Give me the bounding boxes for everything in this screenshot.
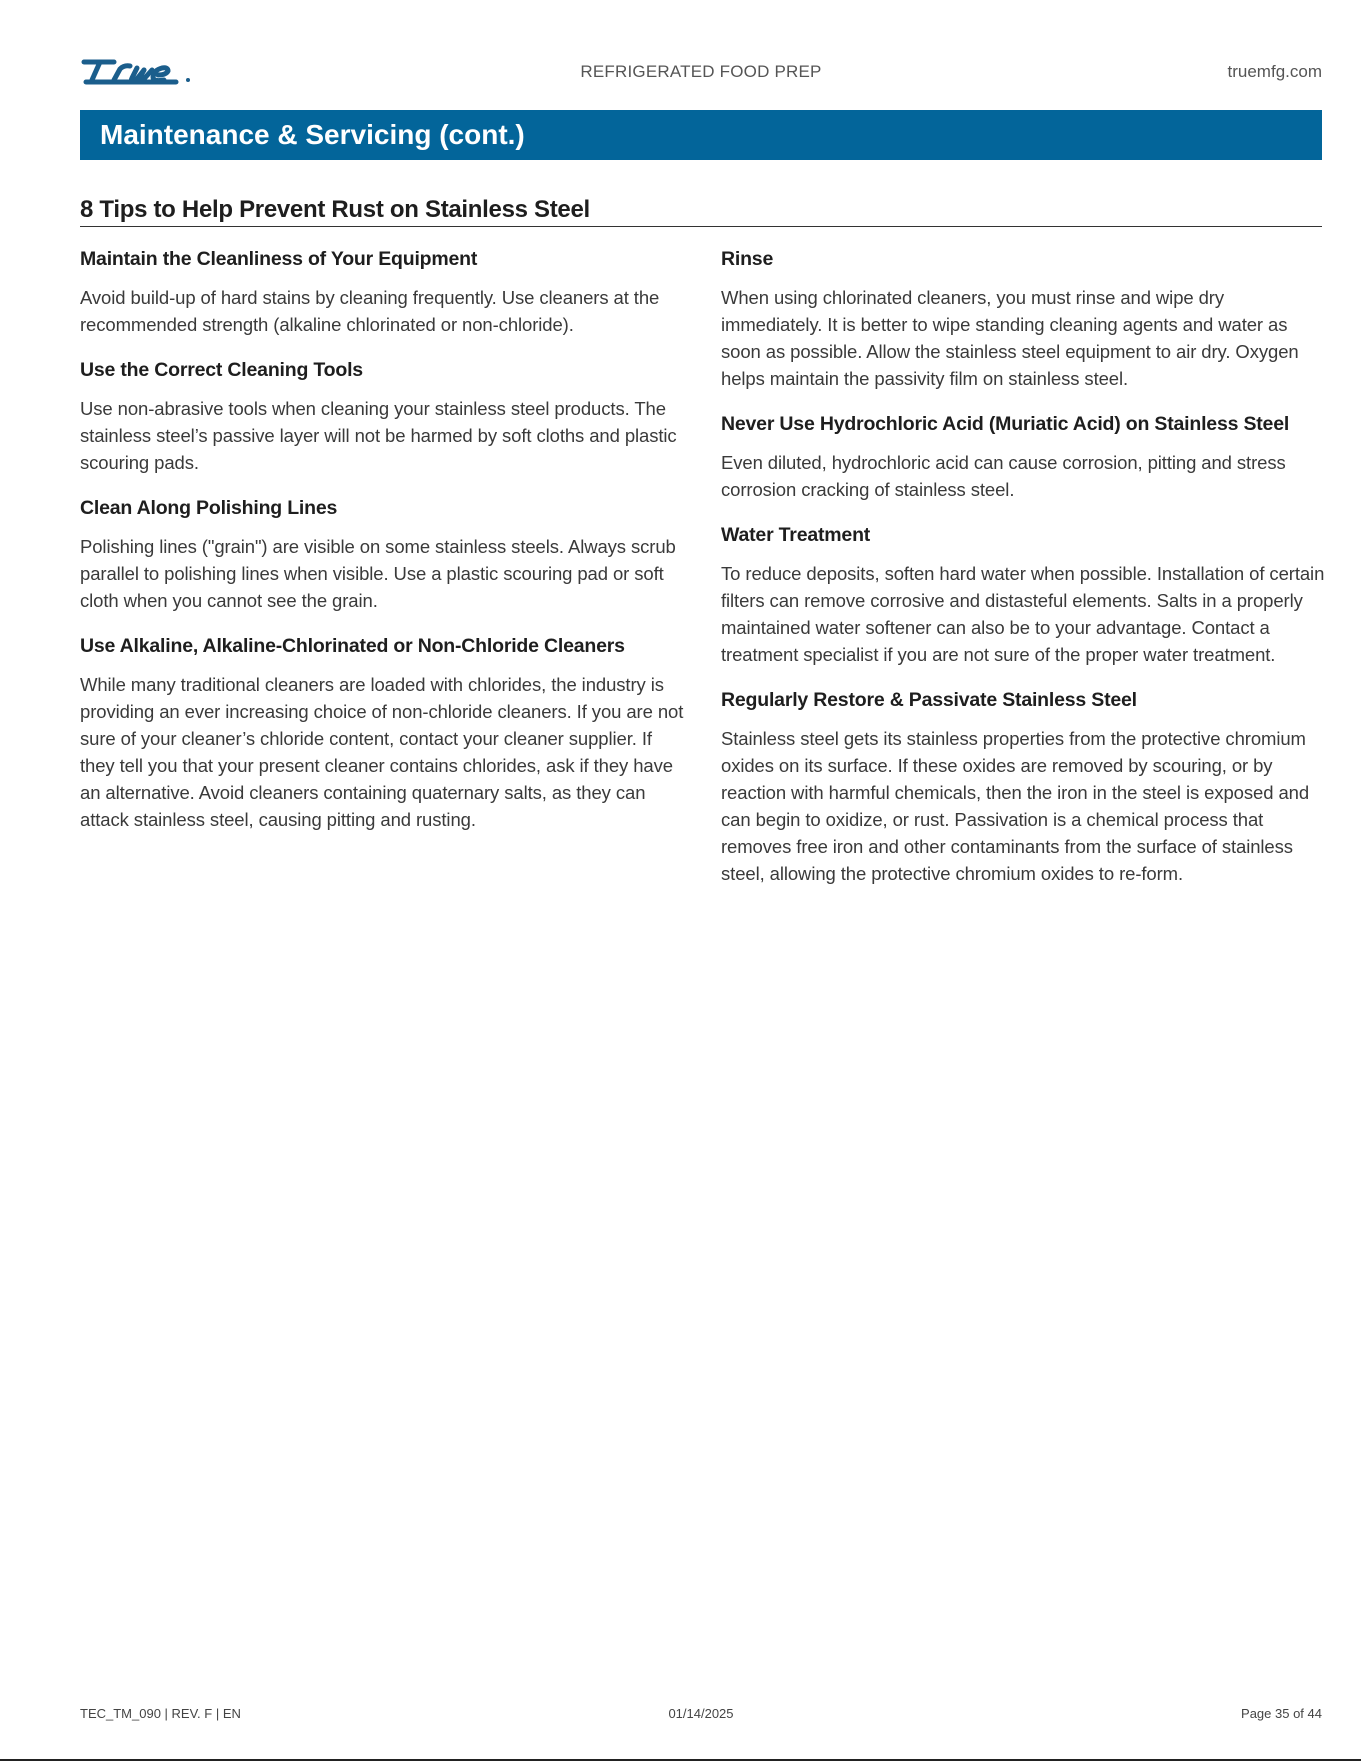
- tip-body: Use non-abrasive tools when cleaning your stainless steel products. The stainless steel’s passive layer will not be harmed by soft cloths and plastic scouring pads.: [80, 398, 677, 473]
- tip-heading: Clean Along Polishing Lines: [80, 497, 338, 519]
- tip-body: To reduce deposits, soften hard water when possible. Installation of certain filters can remove corrosive and distasteful elements. Salts in a properly maintained water softener can also be to your advantage. Contact a treatment specialist if you are not sure of the proper water treatment.: [721, 563, 1325, 665]
- page-header: [80, 52, 1322, 92]
- tip-body: Even diluted, hydrochloric acid can cause corrosion, pitting and stress corrosion cracking of stainless steel.: [721, 452, 1286, 500]
- tip-heading: Maintain the Cleanliness of Your Equipment: [80, 248, 478, 270]
- tip-body: Stainless steel gets its stainless properties from the protective chromium oxides on its surface. If these oxides are removed by scouring, or by reaction with harmful chemicals, then the iron in the steel is exposed and can begin to oxidize, or rust. Passivation is a chemical process that removes free iron and other contaminants from the surface of stainless steel, allowing the protective chromium oxides to re-form.: [721, 728, 1310, 884]
- tip-heading: Never Use Hydrochloric Acid (Muriatic Acid) on Stainless Steel: [721, 413, 1290, 435]
- tips-heading: 8 Tips to Help Prevent Rust on Stainless Steel: [80, 196, 590, 223]
- right-column: [721, 246, 1326, 906]
- page-number: Page 35 of 44: [1241, 1706, 1322, 1721]
- tip-body: Polishing lines ("grain") are visible on some stainless steels. Always scrub parallel to polishing lines when visible. Use a plastic scouring pad or soft cloth when you cannot see the grain.: [80, 536, 676, 611]
- section-banner: [80, 110, 1322, 160]
- tip-block: [80, 495, 686, 614]
- tip-body: Avoid build-up of hard stains by cleaning frequently. Use cleaners at the recommended strength (alkaline chlorinated or non-chloride).: [80, 287, 660, 335]
- document-category: REFRIGERATED FOOD PREP: [580, 62, 822, 81]
- tip-heading: Regularly Restore & Passivate Stainless Steel: [721, 689, 1137, 711]
- tip-heading: Use the Correct Cleaning Tools: [80, 359, 363, 381]
- tip-block: [721, 522, 1326, 668]
- tip-body: When using chlorinated cleaners, you must rinse and wipe dry immediately. It is better to wipe standing cleaning agents and water as soon as possible. Allow the stainless steel equipment to air dry. Oxygen helps maintain the passivity film on stainless steel.: [721, 287, 1299, 389]
- document-id: TEC_TM_090 | REV. F | EN: [80, 1706, 241, 1721]
- tip-heading: Water Treatment: [721, 524, 871, 546]
- tip-block: [80, 633, 686, 833]
- tip-block: [80, 357, 686, 476]
- heading-divider: [80, 226, 1322, 227]
- section-title: Maintenance & Servicing (cont.): [100, 119, 525, 150]
- page-footer: [80, 1706, 1322, 1726]
- tip-block: [721, 246, 1326, 392]
- tip-block: [721, 411, 1326, 503]
- tip-block: [721, 687, 1326, 887]
- website-url: truemfg.com: [1227, 62, 1322, 81]
- tip-block: [80, 246, 686, 338]
- left-column: [80, 246, 686, 852]
- tip-heading: Rinse: [721, 248, 774, 270]
- tip-heading: Use Alkaline, Alkaline-Chlorinated or Non-Chloride Cleaners: [80, 635, 625, 657]
- tip-body: While many traditional cleaners are loaded with chlorides, the industry is providing an ever increasing choice of non-chloride cleaners. If you are not sure of your cleaner’s chloride content, contact your cleaner supplier. If they tell you that your present cleaner contains chlorides, ask if they have an alternative. Avoid cleaners containing quaternary salts, as they can attack stainless steel, causing pitting and rusting.: [80, 674, 684, 830]
- revision-date: 01/14/2025: [668, 1706, 734, 1721]
